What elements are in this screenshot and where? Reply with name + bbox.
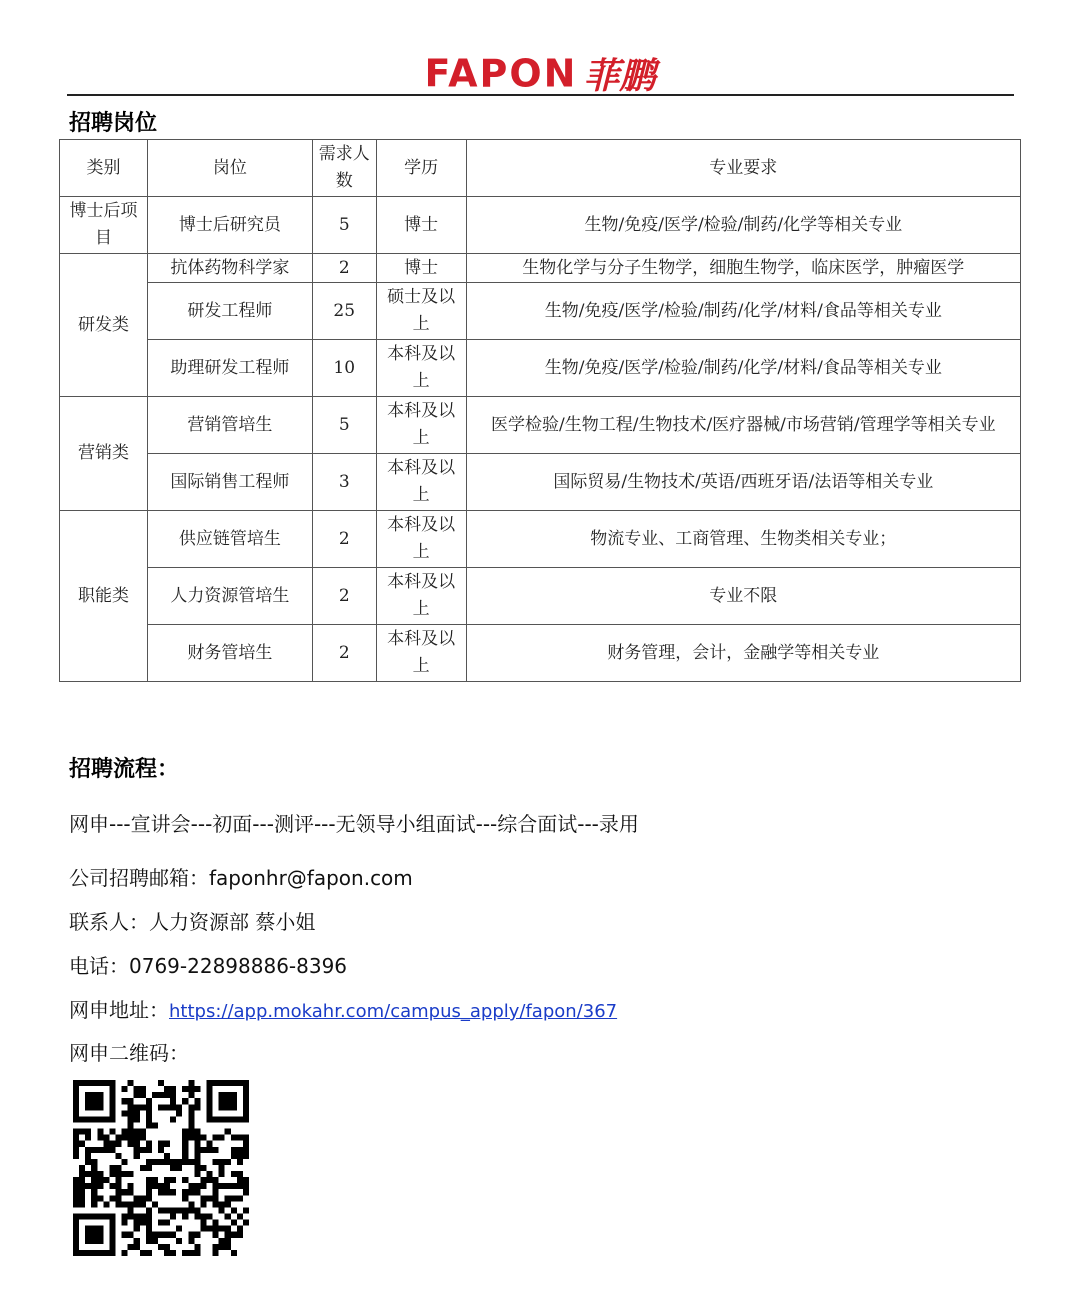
- header-education: 学历: [376, 140, 466, 197]
- header-category: 类别: [60, 140, 148, 197]
- contact-label: 联系人：: [69, 910, 149, 934]
- url-label: 网申地址：: [69, 998, 169, 1022]
- education-cell: 本科及以上: [376, 625, 466, 682]
- major-cell: 专业不限: [466, 568, 1020, 625]
- phone-line: [69, 950, 347, 979]
- count-cell: 25: [312, 283, 376, 340]
- category-cell: 博士后项目: [60, 197, 148, 254]
- major-cell: 生物/免疫/医学/检验/制药/化学/材料/食品等相关专业: [466, 340, 1020, 397]
- count-cell: 10: [312, 340, 376, 397]
- position-cell: 抗体药物科学家: [147, 254, 312, 283]
- position-cell: 国际销售工程师: [147, 454, 312, 511]
- major-cell: 生物/免疫/医学/检验/制药/化学等相关专业: [466, 197, 1020, 254]
- positions-title: 招聘岗位: [69, 111, 158, 136]
- qr-label-line: [69, 1037, 189, 1066]
- major-cell: 国际贸易/生物技术/英语/西班牙语/法语等相关专业: [466, 454, 1020, 511]
- contact-line: [69, 906, 315, 935]
- company-logo: [0, 48, 1080, 99]
- table-row: [60, 254, 1021, 283]
- position-cell: 人力资源管培生: [147, 568, 312, 625]
- table-row: [60, 454, 1021, 511]
- education-cell: 本科及以上: [376, 397, 466, 454]
- major-cell: 医学检验/生物工程/生物技术/医疗器械/市场营销/管理学等相关专业: [466, 397, 1020, 454]
- category-cell: 研发类: [60, 254, 148, 397]
- qr-label: 网申二维码：: [69, 1041, 189, 1065]
- table-row: [60, 511, 1021, 568]
- table-header-row: [60, 140, 1021, 197]
- major-cell: 生物/免疫/医学/检验/制药/化学/材料/食品等相关专业: [466, 283, 1020, 340]
- count-cell: 2: [312, 568, 376, 625]
- header-divider: [67, 94, 1014, 96]
- email-value[interactable]: faponhr@fapon.com: [209, 866, 413, 890]
- education-cell: 本科及以上: [376, 454, 466, 511]
- process-title: 招聘流程：: [69, 757, 180, 782]
- table-row: [60, 283, 1021, 340]
- position-cell: 博士后研究员: [147, 197, 312, 254]
- major-cell: 生物化学与分子生物学，细胞生物学，临床医学，肿瘤医学: [466, 254, 1020, 283]
- contact-value: 人力资源部 蔡小姐: [149, 910, 316, 934]
- logo-text-cn: 菲鹏: [583, 55, 656, 97]
- table-row: [60, 568, 1021, 625]
- education-cell: 硕士及以上: [376, 283, 466, 340]
- table-row: [60, 340, 1021, 397]
- major-cell: 财务管理，会计，金融学等相关专业: [466, 625, 1020, 682]
- header-major: 专业要求: [466, 140, 1020, 197]
- recruitment-flow: 网申---宣讲会---初面---测评---无领导小组面试---综合面试---录用: [69, 812, 639, 836]
- position-cell: 研发工程师: [147, 283, 312, 340]
- positions-table: [59, 139, 1021, 682]
- table-row: [60, 625, 1021, 682]
- table-row: [60, 397, 1021, 454]
- url-line: [69, 994, 617, 1023]
- qr-code-icon: [73, 1080, 249, 1256]
- category-cell: 职能类: [60, 511, 148, 682]
- header-position: 岗位: [147, 140, 312, 197]
- count-cell: 2: [312, 254, 376, 283]
- logo-text-en: FAPON: [424, 51, 578, 96]
- position-cell: 财务管培生: [147, 625, 312, 682]
- count-cell: 5: [312, 397, 376, 454]
- header-count: 需求人数: [312, 140, 376, 197]
- count-cell: 2: [312, 511, 376, 568]
- education-cell: 本科及以上: [376, 568, 466, 625]
- position-cell: 营销管培生: [147, 397, 312, 454]
- phone-value: 0769-22898886-8396: [129, 954, 348, 978]
- education-cell: 博士: [376, 197, 466, 254]
- position-cell: 助理研发工程师: [147, 340, 312, 397]
- count-cell: 2: [312, 625, 376, 682]
- education-cell: 本科及以上: [376, 340, 466, 397]
- count-cell: 3: [312, 454, 376, 511]
- phone-label: 电话：: [69, 954, 129, 978]
- position-cell: 供应链管培生: [147, 511, 312, 568]
- category-cell: 营销类: [60, 397, 148, 511]
- education-cell: 本科及以上: [376, 511, 466, 568]
- major-cell: 物流专业、工商管理、生物类相关专业；: [466, 511, 1020, 568]
- email-line: [69, 862, 413, 891]
- count-cell: 5: [312, 197, 376, 254]
- education-cell: 博士: [376, 254, 466, 283]
- apply-link[interactable]: https://app.mokahr.com/campus_apply/fapon/367: [169, 1001, 618, 1022]
- table-row: [60, 197, 1021, 254]
- email-label: 公司招聘邮箱：: [69, 866, 209, 890]
